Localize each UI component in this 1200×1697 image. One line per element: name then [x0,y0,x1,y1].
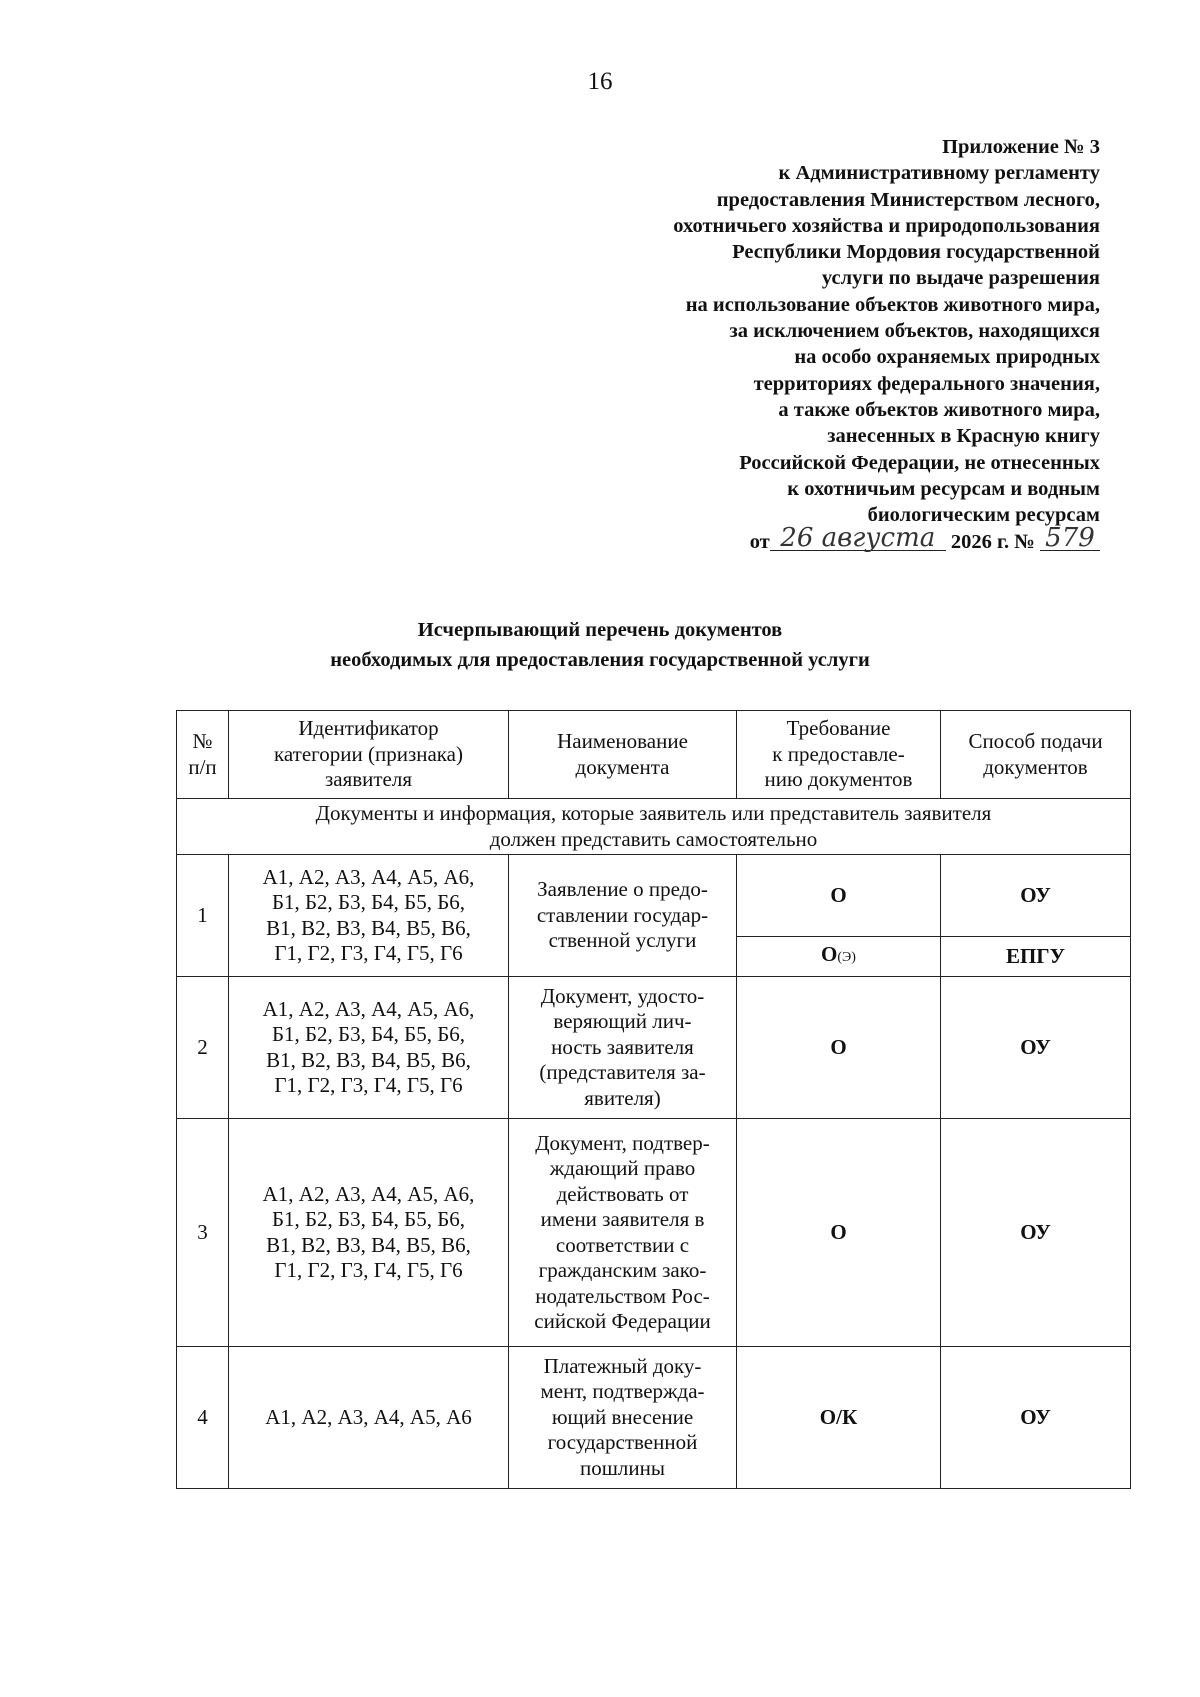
appendix-line: на особо охраняемых природных [794,346,1100,369]
table-row [177,1347,1131,1489]
year-text: 2026 г. № [950,531,1035,554]
header-num: № п/п [177,711,229,799]
row-category: А1, А2, А3, А4, А5, А6 [229,1347,509,1489]
appendix-line: к Административному регламенту [778,162,1100,185]
electronic-marker: (Э) [837,950,856,966]
date-number-line [480,523,1100,555]
header-method: Способ подачи документов [941,711,1131,799]
appendix-line: Республики Мордовия государственной [732,241,1100,264]
title-line-1: Исчерпывающий перечень документов [417,619,783,641]
table-row [177,855,1131,937]
row-method-epgu: ЕПГУ [941,937,1131,977]
appendix-line: Приложение № 3 [942,136,1100,158]
table-row [177,1119,1131,1347]
title-line-2: необходимых для предоставления государственной услуги [330,649,870,671]
row-requirement: О [737,977,941,1119]
header-doc-name: Наименование документа [509,711,737,799]
appendix-line: а также объектов животного мира, [778,398,1100,421]
row-num: 3 [177,1119,229,1347]
appendix-line: биологическим ресурсам [867,504,1100,527]
row-num: 4 [177,1347,229,1489]
row-doc-name: Документ, подтвер- ждающий право действовать от имени заявителя в соответствии с гражданским зако- нодательством Рос- сийской Федерации [509,1119,737,1347]
appendix-line: на использование объектов животного мира, [685,293,1100,316]
table-header-row [177,711,1131,799]
row-requirement: О [737,855,941,937]
row-method: ОУ [941,1347,1131,1489]
appendix-line: территориях федерального значения, [753,372,1100,395]
documents-table [176,710,1131,1489]
appendix-line: услуги по выдаче разрешения [821,267,1100,290]
row-doc-name: Документ, удосто- веряющий лич- ность заявителя (представителя за- явителя) [509,977,737,1119]
page-number: 16 [587,68,613,95]
row-num: 2 [177,977,229,1119]
section-row [177,799,1131,855]
row-doc-name: Заявление о предо- ставлении государ- ственной услуги [509,855,737,977]
appendix-header [480,134,1100,556]
row-requirement: О/К [737,1347,941,1489]
header-requirement: Требование к предоставле- нию документов [737,711,941,799]
handwritten-number: 579 [1040,526,1100,551]
appendix-line: к охотничьим ресурсам и водным [787,477,1100,500]
appendix-line: предоставления Министерством лесного, [716,188,1100,211]
row-doc-name: Платежный доку- мент, подтвержда- ющий внесение государственной пошлины [509,1347,737,1489]
row-method: ОУ [941,977,1131,1119]
section-heading: Документы и информация, которые заявитель или представитель заявителя должен представить самостоятельно [177,799,1131,855]
row-category: А1, А2, А3, А4, А5, А6, Б1, Б2, Б3, Б4, Б5, Б6, В1, В2, В3, В4, В5, В6, Г1, Г2, Г3, Г4, Г5, Г6 [229,977,509,1119]
row-category: А1, А2, А3, А4, А5, А6, Б1, Б2, Б3, Б4, Б5, Б6, В1, В2, В3, В4, В5, В6, Г1, Г2, Г3, Г4, Г5, Г6 [229,855,509,977]
appendix-line: за исключением объектов, находящихся [729,320,1100,343]
row-requirement-electronic: О(Э) [737,937,941,977]
handwritten-date: 26 августа [770,526,946,551]
header-category: Идентификатор категории (признака) заявителя [229,711,509,799]
table-row [177,977,1131,1119]
row-category: А1, А2, А3, А4, А5, А6, Б1, Б2, Б3, Б4, Б5, Б6, В1, В2, В3, В4, В5, В6, Г1, Г2, Г3, Г4, Г5, Г6 [229,1119,509,1347]
document-title [0,615,1200,675]
date-prefix: от [749,531,770,554]
row-method: ОУ [941,1119,1131,1347]
row-num: 1 [177,855,229,977]
appendix-line: охотничьего хозяйства и природопользования [673,214,1100,237]
row-requirement: О [737,1119,941,1347]
row-method: ОУ [941,855,1131,937]
appendix-line: Российской Федерации, не отнесенных [739,451,1100,474]
appendix-line: занесенных в Красную книгу [827,425,1100,448]
